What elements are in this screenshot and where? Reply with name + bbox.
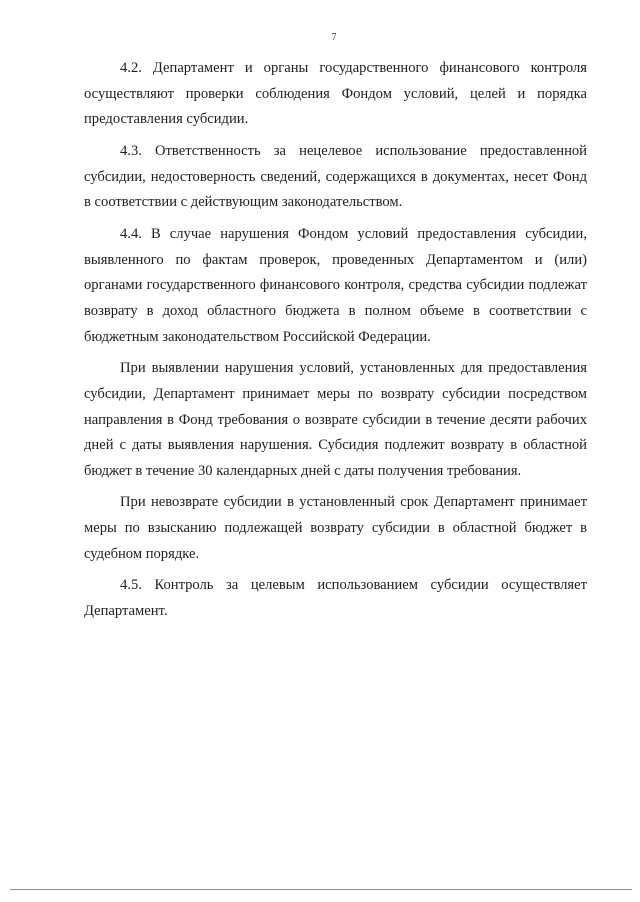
page-number: 7	[331, 32, 337, 43]
paragraph-violation-detection: При выявлении нарушения условий, установленных для предоставления субсидии, Департамент принимает меры по возврату субсидии посредством направления в Фонд требования о возврате субсидии в течение десяти рабочих дней с даты выявления нарушения. Субсидия подлежит возврату в областной бюджет в течение 30 календарных дней с даты получения требования.	[84, 360, 587, 479]
paragraph-4-2: 4.2. Департамент и органы государственного финансового контроля осуществляют проверки соблюдения Фондом условий, целей и порядка предоставления субсидии.	[84, 60, 587, 128]
paragraph-non-return: При невозврате субсидии в установленный срок Департамент принимает меры по взысканию подлежащей возврату субсидии в областной бюджет в судебном порядке.	[84, 494, 587, 562]
document-body	[84, 56, 587, 631]
paragraph-4-5: 4.5. Контроль за целевым использованием субсидии осуществляет Департамент.	[84, 577, 587, 620]
scan-bottom-edge	[10, 889, 632, 890]
paragraph-4-3: 4.3. Ответственность за нецелевое использование предоставленной субсидии, недостоверность сведений, содержащихся в документах, несет Фонд в соответствии с действующим законодательством.	[84, 142, 587, 211]
paragraph-4-4: 4.4. В случае нарушения Фондом условий предоставления субсидии, выявленного по фактам проверок, проведенных Департаментом и (или) органами государственного финансового контроля, средства субсидии подлежат возврату в доход областного бюджета в полном объеме в соответствии с бюджетным законодательством Российской Федерации.	[84, 225, 587, 345]
